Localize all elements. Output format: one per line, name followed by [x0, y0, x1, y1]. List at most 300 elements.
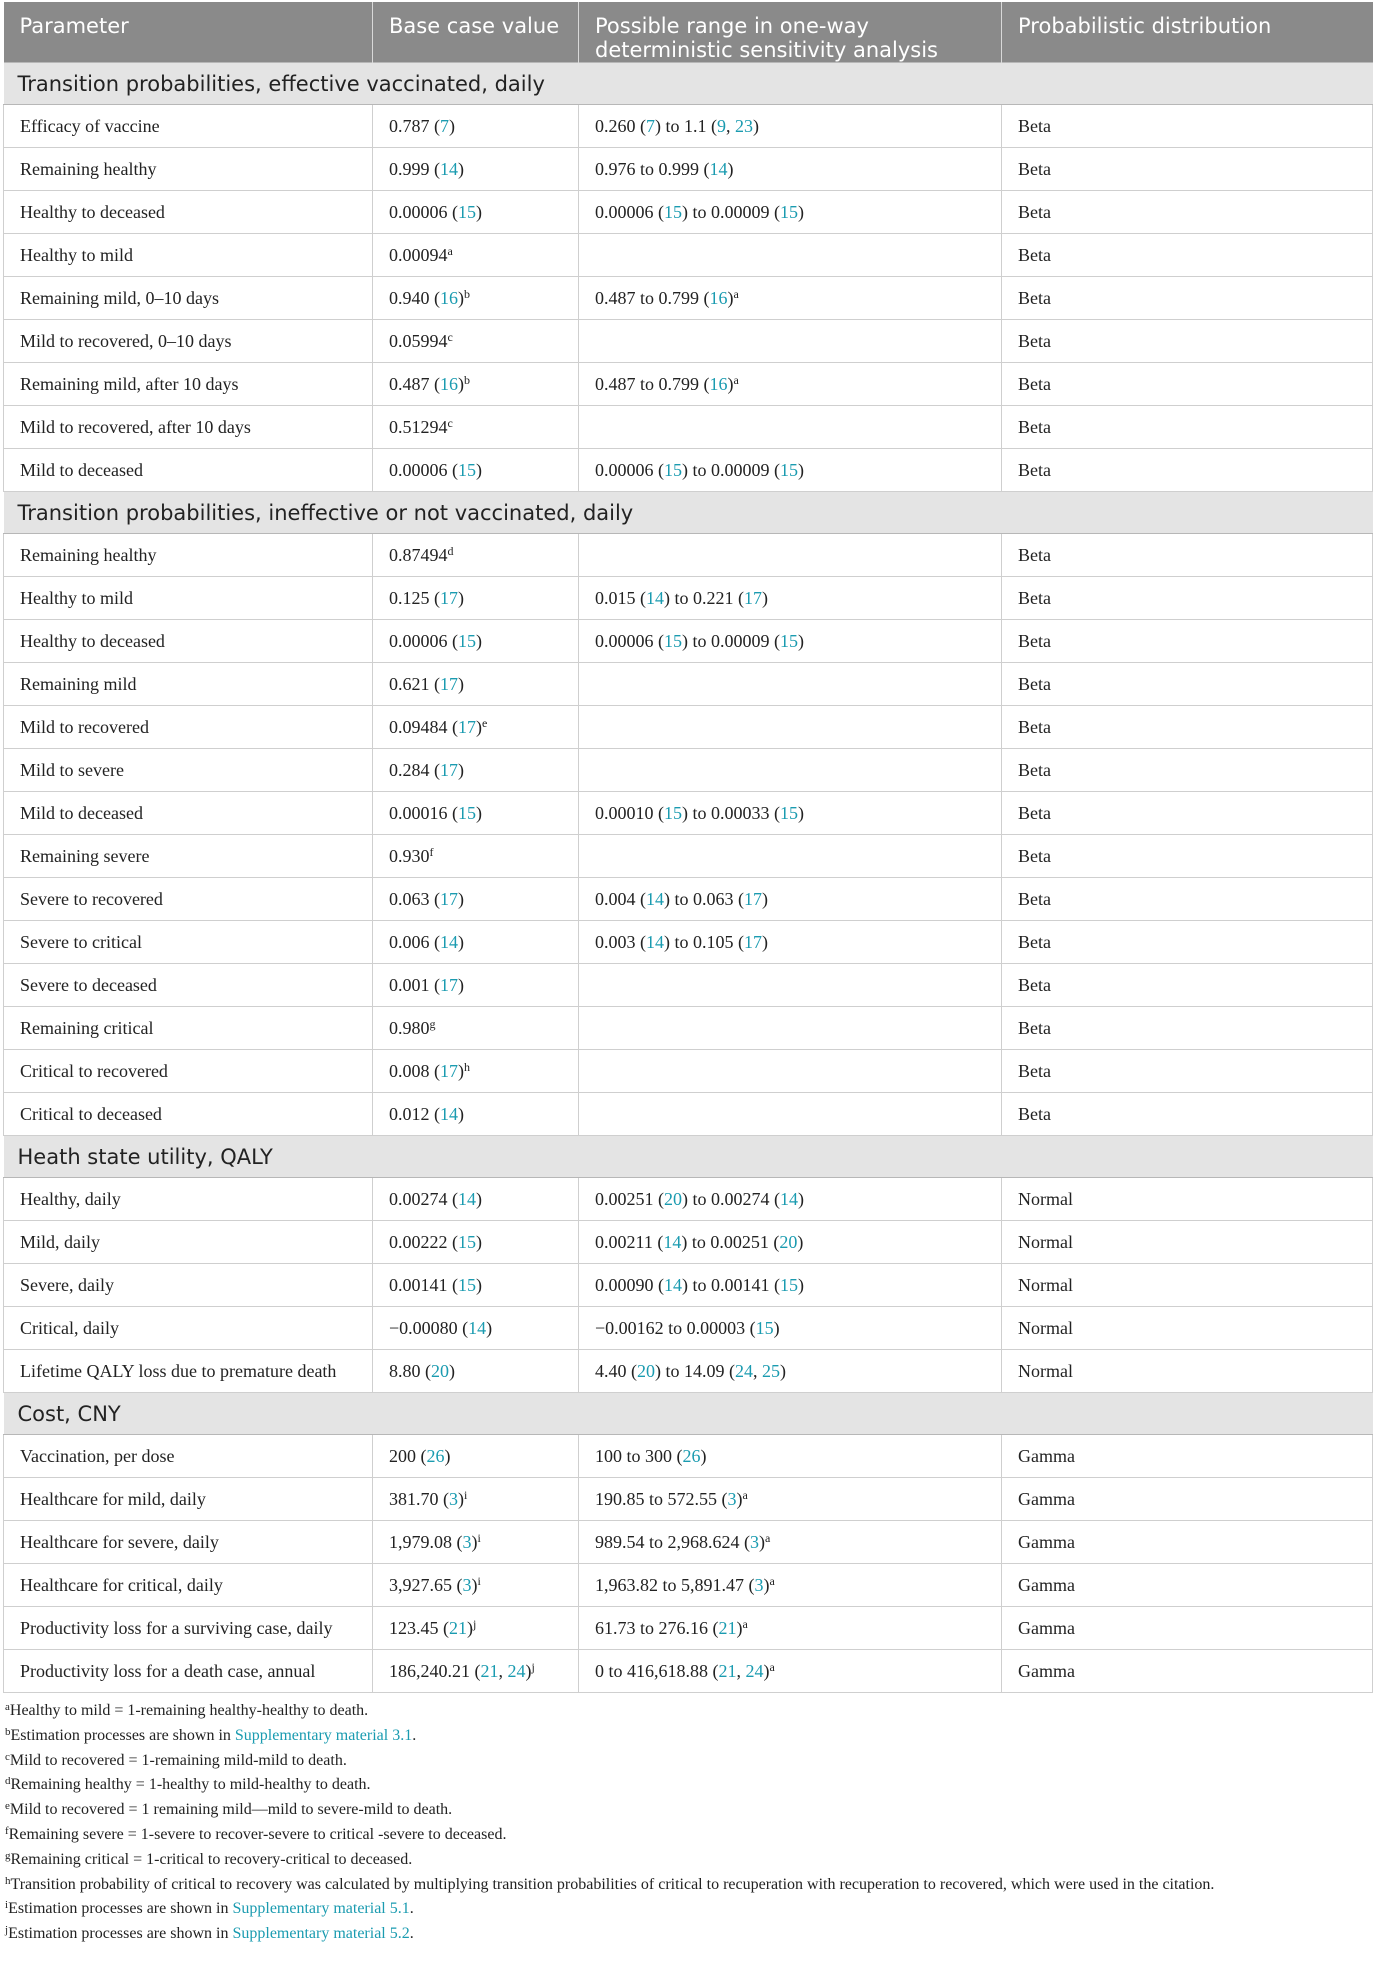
range-cell: [579, 1221, 1002, 1264]
parameter-cell: Severe to critical: [4, 921, 373, 964]
table-row: [4, 921, 1373, 964]
cell-text: 8.80 (: [389, 1360, 431, 1381]
range-cell: [579, 663, 1002, 706]
parameter-cell: Mild to severe: [4, 749, 373, 792]
base-case-cell: [373, 749, 579, 792]
cell-text: 0.004 (: [595, 888, 646, 909]
cell-text: 1,979.08 (: [389, 1531, 463, 1552]
cell-text: ): [525, 1660, 532, 1681]
distribution-cell: Beta: [1002, 1093, 1373, 1136]
cell-text: 0 to 416,618.88 (: [595, 1660, 719, 1681]
table-row: [4, 620, 1373, 663]
table-row: [4, 234, 1373, 277]
cell-text: 123.45 (: [389, 1617, 449, 1638]
footnote-marker: d: [5, 1775, 11, 1788]
footnote-marker: a: [769, 1659, 775, 1674]
distribution-cell: Beta: [1002, 878, 1373, 921]
base-case-cell: [373, 534, 579, 577]
header-possible-range: Possible range in one-way deterministic sensitivity analysis: [579, 2, 1002, 63]
distribution-cell: Gamma: [1002, 1478, 1373, 1521]
cell-text: Remaining healthy = 1-healthy to mild-healthy to death.: [10, 1776, 371, 1794]
citation-link[interactable]: 14: [468, 1317, 487, 1338]
citation-link[interactable]: 17: [440, 888, 458, 909]
distribution-cell: Beta: [1002, 191, 1373, 234]
cell-text: ) to 0.105 (: [664, 931, 744, 952]
cell-text: 0.00006 (: [389, 201, 458, 222]
parameter-cell: Remaining severe: [4, 835, 373, 878]
base-case-cell: [373, 878, 579, 921]
cell-text: 0.001 (: [389, 974, 440, 995]
cell-text: ,: [726, 115, 735, 136]
range-cell: [579, 320, 1002, 363]
range-cell: [579, 191, 1002, 234]
citation-link[interactable]: 17: [440, 759, 458, 780]
cell-text: ): [471, 1574, 478, 1595]
cell-text: 0.012 (: [389, 1103, 440, 1124]
cell-text: ): [476, 1188, 482, 1209]
citation-link[interactable]: 15: [755, 1317, 774, 1338]
footnote-marker: b: [5, 1725, 11, 1738]
cell-text: 0.940 (: [389, 287, 440, 308]
base-case-cell: [373, 1564, 579, 1607]
citation-link[interactable]: 14: [440, 931, 458, 952]
footnote-marker: c: [5, 1750, 10, 1763]
cell-text: ): [458, 888, 464, 909]
citation-link[interactable]: 17: [440, 673, 458, 694]
range-cell: [579, 105, 1002, 148]
base-case-cell: [373, 1350, 579, 1393]
range-cell: [579, 534, 1002, 577]
footnote-marker: h: [464, 1059, 470, 1074]
citation-link[interactable]: 17: [458, 716, 476, 737]
citation-link[interactable]: 15: [664, 459, 682, 480]
parameter-cell: Remaining healthy: [4, 534, 373, 577]
parameter-cell: Productivity loss for a surviving case, daily: [4, 1607, 373, 1650]
footnote-item: [3, 1897, 1372, 1922]
table-row: [4, 1650, 1373, 1693]
cell-text: 200 (: [389, 1445, 427, 1466]
cell-text: ) to 0.00141 (: [682, 1274, 780, 1295]
table-row: [4, 1478, 1373, 1521]
cell-text: 0.063 (: [389, 888, 440, 909]
range-cell: [579, 1093, 1002, 1136]
cell-text: Mild to recovered = 1-remaining mild-mild to death.: [9, 1751, 347, 1769]
cell-text: ) to 0.00274 (: [682, 1188, 780, 1209]
cell-text: ): [444, 1445, 451, 1466]
parameter-cell: Healthy to mild: [4, 234, 373, 277]
cell-text: 0.008 (: [389, 1060, 440, 1081]
footnote-marker: j: [531, 1659, 535, 1674]
cell-text: ): [458, 373, 464, 394]
cell-text: ): [763, 1574, 770, 1595]
table-row: [4, 1221, 1373, 1264]
base-case-cell: [373, 1093, 579, 1136]
footnote-item: [3, 1823, 1372, 1848]
citation-link[interactable]: 17: [744, 587, 762, 608]
cell-text: ,: [498, 1660, 508, 1681]
cell-text: ) to 0.00009 (: [682, 459, 780, 480]
cell-text: 0.00006 (: [389, 459, 458, 480]
citation-link[interactable]: 21: [449, 1617, 467, 1638]
footnote-marker: d: [447, 543, 454, 558]
base-case-cell: [373, 1050, 579, 1093]
citation-link[interactable]: 16: [709, 287, 728, 308]
citation-link[interactable]: 20: [431, 1360, 449, 1381]
cell-text: −0.00080 (: [389, 1317, 469, 1338]
cell-text: ): [449, 115, 455, 136]
footnote-marker: a: [765, 1530, 771, 1545]
cell-text: Estimation processes are shown in: [8, 1925, 233, 1943]
parameter-cell: Critical to deceased: [4, 1093, 373, 1136]
citation-link[interactable]: 15: [458, 1231, 476, 1252]
citation-link[interactable]: 15: [664, 802, 682, 823]
citation-link[interactable]: 26: [682, 1445, 701, 1466]
citation-link[interactable]: 23: [735, 115, 753, 136]
range-cell: [579, 749, 1002, 792]
citation-link[interactable]: 3: [750, 1531, 759, 1552]
footnote-marker: a: [733, 372, 739, 387]
cell-text: ) to 0.00033 (: [682, 802, 780, 823]
footnote-item: [3, 1773, 1372, 1798]
distribution-cell: Beta: [1002, 449, 1373, 492]
parameter-cell: Healthcare for critical, daily: [4, 1564, 373, 1607]
range-cell: [579, 148, 1002, 191]
table-row: [4, 191, 1373, 234]
distribution-cell: Beta: [1002, 835, 1373, 878]
cell-text: 186,240.21 (: [389, 1660, 481, 1681]
table-row: [4, 792, 1373, 835]
parameter-table-document: [3, 2, 1372, 1947]
distribution-cell: Beta: [1002, 277, 1373, 320]
base-case-cell: [373, 792, 579, 835]
citation-link[interactable]: 15: [664, 630, 682, 651]
cell-text: ): [798, 1274, 804, 1295]
cell-text: ): [458, 587, 464, 608]
range-cell: [579, 1264, 1002, 1307]
cell-text: 989.54 to 2,968.624 (: [595, 1531, 750, 1552]
base-case-cell: [373, 363, 579, 406]
section-header-row: [4, 63, 1373, 105]
cell-text: 0.787 (: [389, 115, 440, 136]
footnote-marker: i: [477, 1530, 481, 1545]
footnote-marker: j: [5, 1924, 9, 1937]
parameter-cell: Healthy to deceased: [4, 191, 373, 234]
cell-text: Healthy to mild = 1-remaining healthy-healthy to death.: [9, 1702, 369, 1719]
citation-link[interactable]: 14: [440, 1103, 458, 1124]
table-row: [4, 449, 1373, 492]
footnote-marker: f: [429, 844, 434, 859]
citation-link[interactable]: 15: [780, 630, 798, 651]
cell-text: ): [458, 673, 464, 694]
parameter-cell: Mild to deceased: [4, 792, 373, 835]
distribution-cell: Normal: [1002, 1350, 1373, 1393]
cell-text: 0.980: [389, 1017, 430, 1038]
base-case-cell: [373, 1007, 579, 1050]
footnote-marker: g: [5, 1849, 11, 1862]
supplementary-link[interactable]: Supplementary material 5.1: [232, 1900, 410, 1918]
base-case-cell: [373, 663, 579, 706]
cell-text: ): [736, 1617, 743, 1638]
base-case-cell: [373, 234, 579, 277]
table-row: [4, 1007, 1373, 1050]
table-row: [4, 964, 1373, 1007]
citation-link[interactable]: 16: [440, 287, 458, 308]
citation-link[interactable]: 9: [717, 115, 726, 136]
footnote-marker: e: [482, 715, 488, 730]
base-case-cell: [373, 921, 579, 964]
footnote-marker: j: [473, 1616, 477, 1631]
distribution-cell: Beta: [1002, 1050, 1373, 1093]
citation-link[interactable]: 14: [664, 1274, 682, 1295]
section-header-row: [4, 1393, 1373, 1435]
parameter-cell: Severe to recovered: [4, 878, 373, 921]
cell-text: ,: [736, 1660, 746, 1681]
cell-text: 0.00251 (: [595, 1188, 664, 1209]
cell-text: ) to 0.00009 (: [682, 630, 780, 651]
citation-link[interactable]: 14: [646, 587, 664, 608]
citation-link[interactable]: 24: [735, 1360, 753, 1381]
range-cell: [579, 1050, 1002, 1093]
citation-link[interactable]: 14: [646, 888, 664, 909]
cell-text: ): [798, 630, 804, 651]
citation-link[interactable]: 15: [458, 802, 476, 823]
distribution-cell: Beta: [1002, 749, 1373, 792]
cell-text: ): [780, 1360, 786, 1381]
parameter-cell: Healthcare for mild, daily: [4, 1478, 373, 1521]
parameter-cell: Mild to recovered, 0–10 days: [4, 320, 373, 363]
cell-text: ): [762, 931, 768, 952]
footnote-item: [3, 1922, 1372, 1947]
table-row: [4, 1050, 1373, 1093]
cell-text: ): [753, 115, 759, 136]
citation-link[interactable]: 14: [458, 1188, 476, 1209]
supplementary-link[interactable]: Supplementary material 3.1: [234, 1726, 413, 1744]
citation-link[interactable]: 24: [507, 1660, 526, 1681]
cell-text: 0.00010 (: [595, 802, 664, 823]
range-cell: [579, 577, 1002, 620]
citation-link[interactable]: 3: [462, 1574, 472, 1595]
table-row: [4, 577, 1373, 620]
cell-text: 0.00006 (: [595, 201, 664, 222]
citation-link[interactable]: 15: [458, 201, 476, 222]
citation-link[interactable]: 21: [718, 1660, 737, 1681]
cell-text: ) to 0.00251 (: [681, 1231, 780, 1252]
table-row: [4, 878, 1373, 921]
cell-text: 0.487 (: [389, 373, 440, 394]
distribution-cell: Normal: [1002, 1221, 1373, 1264]
distribution-cell: Beta: [1002, 620, 1373, 663]
cell-text: ): [700, 1445, 707, 1466]
range-cell: [579, 1007, 1002, 1050]
parameter-cell: Critical, daily: [4, 1307, 373, 1350]
cell-text: 61.73 to 276.16 (: [595, 1617, 719, 1638]
footnote-item: [3, 1699, 1372, 1724]
cell-text: 0.00141 (: [389, 1274, 458, 1295]
table-row: [4, 1350, 1373, 1393]
citation-link[interactable]: 17: [440, 1060, 458, 1081]
range-cell: [579, 1350, 1002, 1393]
footnote-item: [3, 1848, 1372, 1873]
citation-link[interactable]: 20: [637, 1360, 655, 1381]
distribution-cell: Gamma: [1002, 1521, 1373, 1564]
footnote-marker: a: [447, 243, 453, 258]
cell-text: 0.487 to 0.799 (: [595, 287, 710, 308]
table-row: [4, 406, 1373, 449]
base-case-cell: [373, 1478, 579, 1521]
distribution-cell: Normal: [1002, 1264, 1373, 1307]
citation-link[interactable]: 25: [762, 1360, 780, 1381]
parameter-cell: Healthy to mild: [4, 577, 373, 620]
footnote-marker: b: [464, 372, 470, 387]
cell-text: Mild to recovered = 1 remaining mild—mild to severe-mild to death.: [9, 1801, 453, 1819]
parameter-table: [3, 2, 1373, 1693]
base-case-cell: [373, 835, 579, 878]
cell-text: ): [458, 759, 464, 780]
distribution-cell: Beta: [1002, 320, 1373, 363]
citation-link[interactable]: 3: [727, 1488, 737, 1509]
cell-text: ): [476, 459, 482, 480]
citation-link[interactable]: 16: [709, 373, 728, 394]
citation-link[interactable]: 17: [744, 931, 762, 952]
parameter-cell: Remaining mild, after 10 days: [4, 363, 373, 406]
citation-link[interactable]: 17: [440, 587, 458, 608]
cell-text: ): [736, 1488, 743, 1509]
range-cell: [579, 363, 1002, 406]
cell-text: 0.125 (: [389, 587, 440, 608]
footnote-marker: f: [5, 1824, 9, 1837]
cell-text: ) to 14.09 (: [655, 1360, 735, 1381]
distribution-cell: Beta: [1002, 663, 1373, 706]
citation-link[interactable]: 14: [646, 931, 664, 952]
footnote-marker: a: [769, 1573, 775, 1588]
footnote-marker: a: [5, 1701, 10, 1713]
citation-link[interactable]: 20: [779, 1231, 798, 1252]
cell-text: 4.40 (: [595, 1360, 637, 1381]
cell-text: ): [798, 201, 804, 222]
citation-link[interactable]: 21: [718, 1617, 737, 1638]
table-row: [4, 1435, 1373, 1478]
citation-link[interactable]: 14: [709, 158, 728, 179]
range-cell: [579, 1650, 1002, 1693]
citation-link[interactable]: 21: [480, 1660, 499, 1681]
cell-text: 0.930: [389, 845, 430, 866]
cell-text: 0.006 (: [389, 931, 440, 952]
cell-text: ): [486, 1317, 493, 1338]
range-cell: [579, 964, 1002, 1007]
cell-text: 0.487 to 0.799 (: [595, 373, 710, 394]
distribution-cell: Beta: [1002, 577, 1373, 620]
footnote-marker: e: [5, 1800, 10, 1813]
footnote-marker: g: [429, 1016, 436, 1031]
citation-link[interactable]: 17: [744, 888, 762, 909]
cell-text: ) to 0.00009 (: [682, 201, 780, 222]
cell-text: 0.87494: [389, 544, 448, 565]
distribution-cell: Beta: [1002, 105, 1373, 148]
table-row: [4, 1307, 1373, 1350]
cell-text: 1,963.82 to 5,891.47 (: [595, 1574, 755, 1595]
cell-text: ): [476, 201, 482, 222]
citation-link[interactable]: 15: [780, 201, 798, 222]
distribution-cell: Beta: [1002, 792, 1373, 835]
footnote-marker: i: [5, 1899, 9, 1912]
base-case-cell: [373, 449, 579, 492]
citation-link[interactable]: 3: [449, 1488, 458, 1509]
distribution-cell: Gamma: [1002, 1650, 1373, 1693]
cell-text: ): [476, 1231, 482, 1252]
citation-link[interactable]: 15: [458, 1274, 476, 1295]
citation-link[interactable]: 24: [745, 1660, 764, 1681]
supplementary-link[interactable]: Supplementary material 5.2: [232, 1925, 410, 1943]
footnote-marker: a: [742, 1616, 748, 1631]
cell-text: ): [759, 1531, 765, 1552]
citation-link[interactable]: 15: [458, 459, 476, 480]
citation-link[interactable]: 15: [458, 630, 476, 651]
cell-text: 0.00222 (: [389, 1231, 458, 1252]
cell-text: ): [727, 373, 734, 394]
distribution-cell: Beta: [1002, 1007, 1373, 1050]
citation-link[interactable]: 15: [780, 459, 798, 480]
base-case-cell: [373, 1178, 579, 1221]
citation-link[interactable]: 14: [663, 1231, 682, 1252]
citation-link[interactable]: 3: [462, 1531, 472, 1552]
parameter-cell: Remaining mild: [4, 663, 373, 706]
base-case-cell: [373, 1521, 579, 1564]
base-case-cell: [373, 620, 579, 663]
citation-link[interactable]: 7: [646, 115, 655, 136]
citation-link[interactable]: 14: [440, 158, 458, 179]
table-row: [4, 663, 1373, 706]
base-case-cell: [373, 1221, 579, 1264]
cell-text: ): [476, 1274, 482, 1295]
citation-link[interactable]: 26: [426, 1445, 445, 1466]
distribution-cell: Beta: [1002, 406, 1373, 449]
citation-link[interactable]: 14: [780, 1188, 798, 1209]
cell-text: ): [458, 974, 464, 995]
cell-text: ): [458, 1488, 464, 1509]
table-header-row: [4, 2, 1373, 63]
table-row: [4, 277, 1373, 320]
table-row: [4, 749, 1373, 792]
base-case-cell: [373, 964, 579, 1007]
citation-link[interactable]: 20: [664, 1188, 682, 1209]
citation-link[interactable]: 15: [780, 802, 798, 823]
cell-text: ): [476, 716, 482, 737]
footnote-marker: i: [464, 1487, 468, 1502]
range-cell: [579, 1521, 1002, 1564]
section-title: Transition probabilities, effective vaccinated, daily: [4, 63, 1373, 105]
parameter-cell: Vaccination, per dose: [4, 1435, 373, 1478]
base-case-cell: [373, 320, 579, 363]
cell-text: 0.00274 (: [389, 1188, 458, 1209]
distribution-cell: Beta: [1002, 921, 1373, 964]
citation-link[interactable]: 15: [664, 201, 682, 222]
parameter-cell: Productivity loss for a death case, annual: [4, 1650, 373, 1693]
table-row: [4, 706, 1373, 749]
citation-link[interactable]: 7: [440, 115, 449, 136]
range-cell: [579, 1564, 1002, 1607]
citation-link[interactable]: 16: [440, 373, 458, 394]
citation-link[interactable]: 3: [754, 1574, 764, 1595]
citation-link[interactable]: 15: [780, 1274, 798, 1295]
parameter-cell: Severe to deceased: [4, 964, 373, 1007]
cell-text: 0.976 to 0.999 (: [595, 158, 710, 179]
cell-text: Estimation processes are shown in: [8, 1900, 233, 1918]
range-cell: [579, 406, 1002, 449]
range-cell: [579, 620, 1002, 663]
parameter-cell: Remaining critical: [4, 1007, 373, 1050]
cell-text: 0.00211 (: [595, 1231, 664, 1252]
citation-link[interactable]: 17: [440, 974, 458, 995]
